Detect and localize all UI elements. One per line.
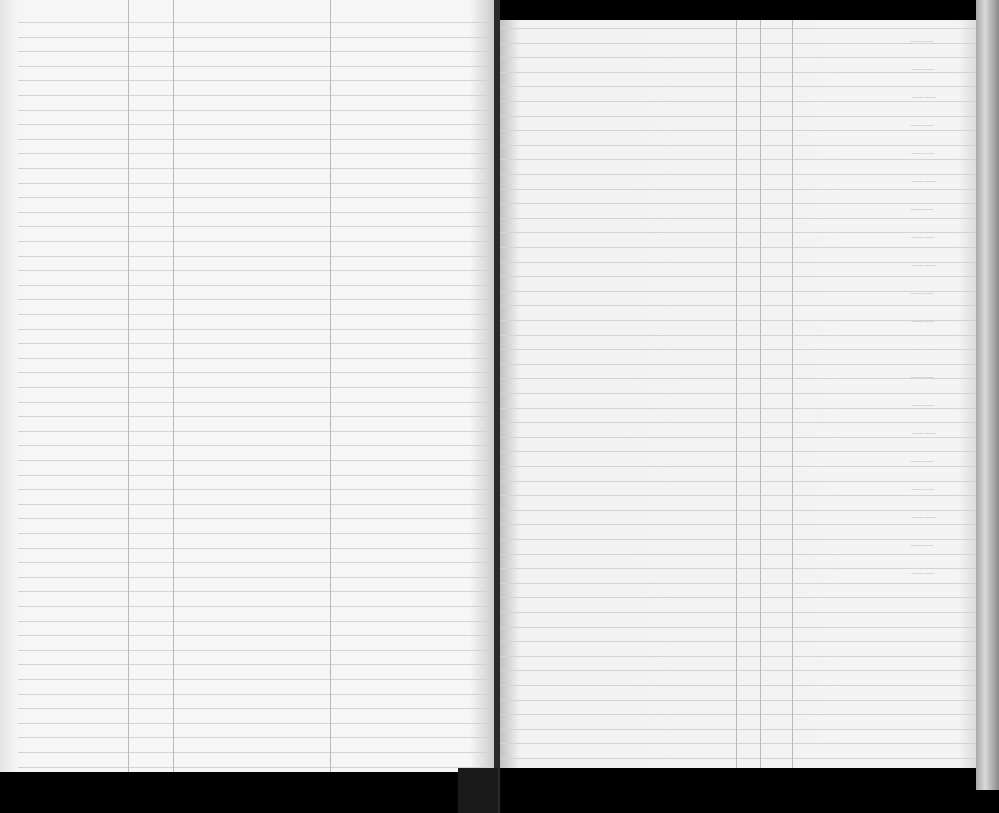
ruled-line [18, 139, 488, 140]
ruled-line [18, 270, 488, 271]
ruled-line [18, 737, 488, 738]
ruled-line [18, 241, 488, 242]
column-rule [792, 20, 793, 768]
ruled-line [18, 37, 488, 38]
ruled-line [498, 539, 976, 540]
ruled-line [18, 621, 488, 622]
ruled-line [498, 43, 976, 44]
ruled-line [18, 95, 488, 96]
ruled-line [498, 291, 976, 292]
ruled-line [498, 758, 976, 759]
ruled-line [18, 299, 488, 300]
ruled-line [498, 656, 976, 657]
ruled-line [498, 466, 976, 467]
ruled-line [18, 51, 488, 52]
ruled-line [18, 110, 488, 111]
ruled-line [18, 80, 488, 81]
ruled-line [498, 393, 976, 394]
ruled-line [498, 378, 976, 379]
bleed-through-mark: —— [912, 174, 936, 188]
ruled-line [18, 694, 488, 695]
ruled-line [498, 437, 976, 438]
ruled-line [498, 451, 976, 452]
column-rule [173, 0, 174, 772]
ruled-line [498, 262, 976, 263]
ruled-line [498, 495, 976, 496]
ruled-line [498, 422, 976, 423]
ruled-line [18, 664, 488, 665]
bleed-through-mark: —— [911, 62, 935, 76]
bleed-through-mark: —— [910, 118, 934, 132]
bleed-through-mark: —— [911, 482, 935, 496]
ruled-line [18, 548, 488, 549]
ruled-line [18, 767, 488, 768]
ruled-line [498, 130, 976, 131]
ruled-line [18, 285, 488, 286]
bleed-through-mark: —— [912, 90, 936, 104]
ruled-line [498, 276, 976, 277]
ruled-line [498, 408, 976, 409]
ruled-line [498, 554, 976, 555]
ruled-line [498, 670, 976, 671]
ruled-line [18, 197, 488, 198]
ruled-line [18, 591, 488, 592]
ruled-line [18, 431, 488, 432]
ruled-line [498, 320, 976, 321]
ruled-line [498, 481, 976, 482]
bleed-through-mark: —— [912, 342, 936, 356]
ruled-line [498, 335, 976, 336]
ruled-line [18, 445, 488, 446]
ruled-line [18, 212, 488, 213]
ruled-line [18, 752, 488, 753]
bleed-through-mark: —— [910, 370, 934, 384]
ruled-line [18, 475, 488, 476]
ruled-line [18, 650, 488, 651]
ruled-line [18, 124, 488, 125]
ruled-line [18, 416, 488, 417]
bleed-through-mark: —— [910, 286, 934, 300]
ruled-line [18, 606, 488, 607]
ruled-line [498, 612, 976, 613]
binding-shadow [458, 768, 498, 813]
ruled-line [18, 723, 488, 724]
bleed-through-mark: —— [911, 314, 935, 328]
column-rule [330, 0, 331, 772]
ruled-line [498, 568, 976, 569]
ruled-line [18, 387, 488, 388]
column-rule [736, 20, 737, 768]
bleed-through-mark: —— [912, 510, 936, 524]
ruled-line [498, 101, 976, 102]
bleed-through-mark: —— [912, 426, 936, 440]
ruled-line [498, 524, 976, 525]
ruled-line [498, 627, 976, 628]
bleed-through-mark: —— [911, 566, 935, 580]
page-edges [976, 0, 999, 790]
ruled-line [498, 364, 976, 365]
ruled-line [18, 22, 488, 23]
ruled-line [18, 329, 488, 330]
ruled-line [498, 189, 976, 190]
ruled-line [18, 343, 488, 344]
ruled-line [498, 510, 976, 511]
ruled-line [18, 708, 488, 709]
ruled-line [18, 66, 488, 67]
ruled-line [18, 460, 488, 461]
ruled-line [498, 86, 976, 87]
ruled-line [18, 256, 488, 257]
ruled-line [498, 349, 976, 350]
ruled-line [498, 583, 976, 584]
bleed-through-mark: —— [910, 202, 934, 216]
ruled-line [498, 247, 976, 248]
ruled-line [498, 597, 976, 598]
ruled-line [498, 174, 976, 175]
right-ledger-page [498, 20, 976, 768]
ruled-line [18, 562, 488, 563]
ruled-line [18, 635, 488, 636]
ruled-line [18, 518, 488, 519]
bleed-through-mark: —— [911, 146, 935, 160]
ruled-line [498, 116, 976, 117]
ruled-line [18, 372, 488, 373]
ruled-line [498, 72, 976, 73]
ruled-line [498, 743, 976, 744]
ruled-line [498, 145, 976, 146]
bleed-through-mark: —— [911, 230, 935, 244]
ruled-line [18, 168, 488, 169]
ruled-line [498, 700, 976, 701]
ruled-line [18, 577, 488, 578]
book-spine [494, 0, 500, 813]
ruled-line [498, 28, 976, 29]
ruled-line [498, 714, 976, 715]
ruled-line [498, 305, 976, 306]
ruled-line [498, 232, 976, 233]
ruled-line [18, 489, 488, 490]
ruled-line [18, 533, 488, 534]
ruled-line [498, 57, 976, 58]
ruled-line [498, 203, 976, 204]
bleed-through-mark: —— [912, 258, 936, 272]
ruled-line [498, 729, 976, 730]
ruled-line [18, 402, 488, 403]
ruled-line [498, 685, 976, 686]
ruled-line [498, 641, 976, 642]
ruled-line [18, 504, 488, 505]
ruled-line [498, 218, 976, 219]
column-rule [760, 20, 761, 768]
column-rule [128, 0, 129, 772]
ruled-line [498, 159, 976, 160]
ruled-line [18, 314, 488, 315]
left-ledger-page [0, 0, 496, 772]
bleed-through-mark: —— [910, 538, 934, 552]
ruled-line [18, 183, 488, 184]
ruled-line [18, 226, 488, 227]
bleed-through-mark: —— [911, 398, 935, 412]
bleed-through-mark: —— [910, 454, 934, 468]
bleed-through-mark: —— [910, 34, 934, 48]
ruled-line [18, 358, 488, 359]
ruled-line [18, 679, 488, 680]
ruled-line [18, 153, 488, 154]
